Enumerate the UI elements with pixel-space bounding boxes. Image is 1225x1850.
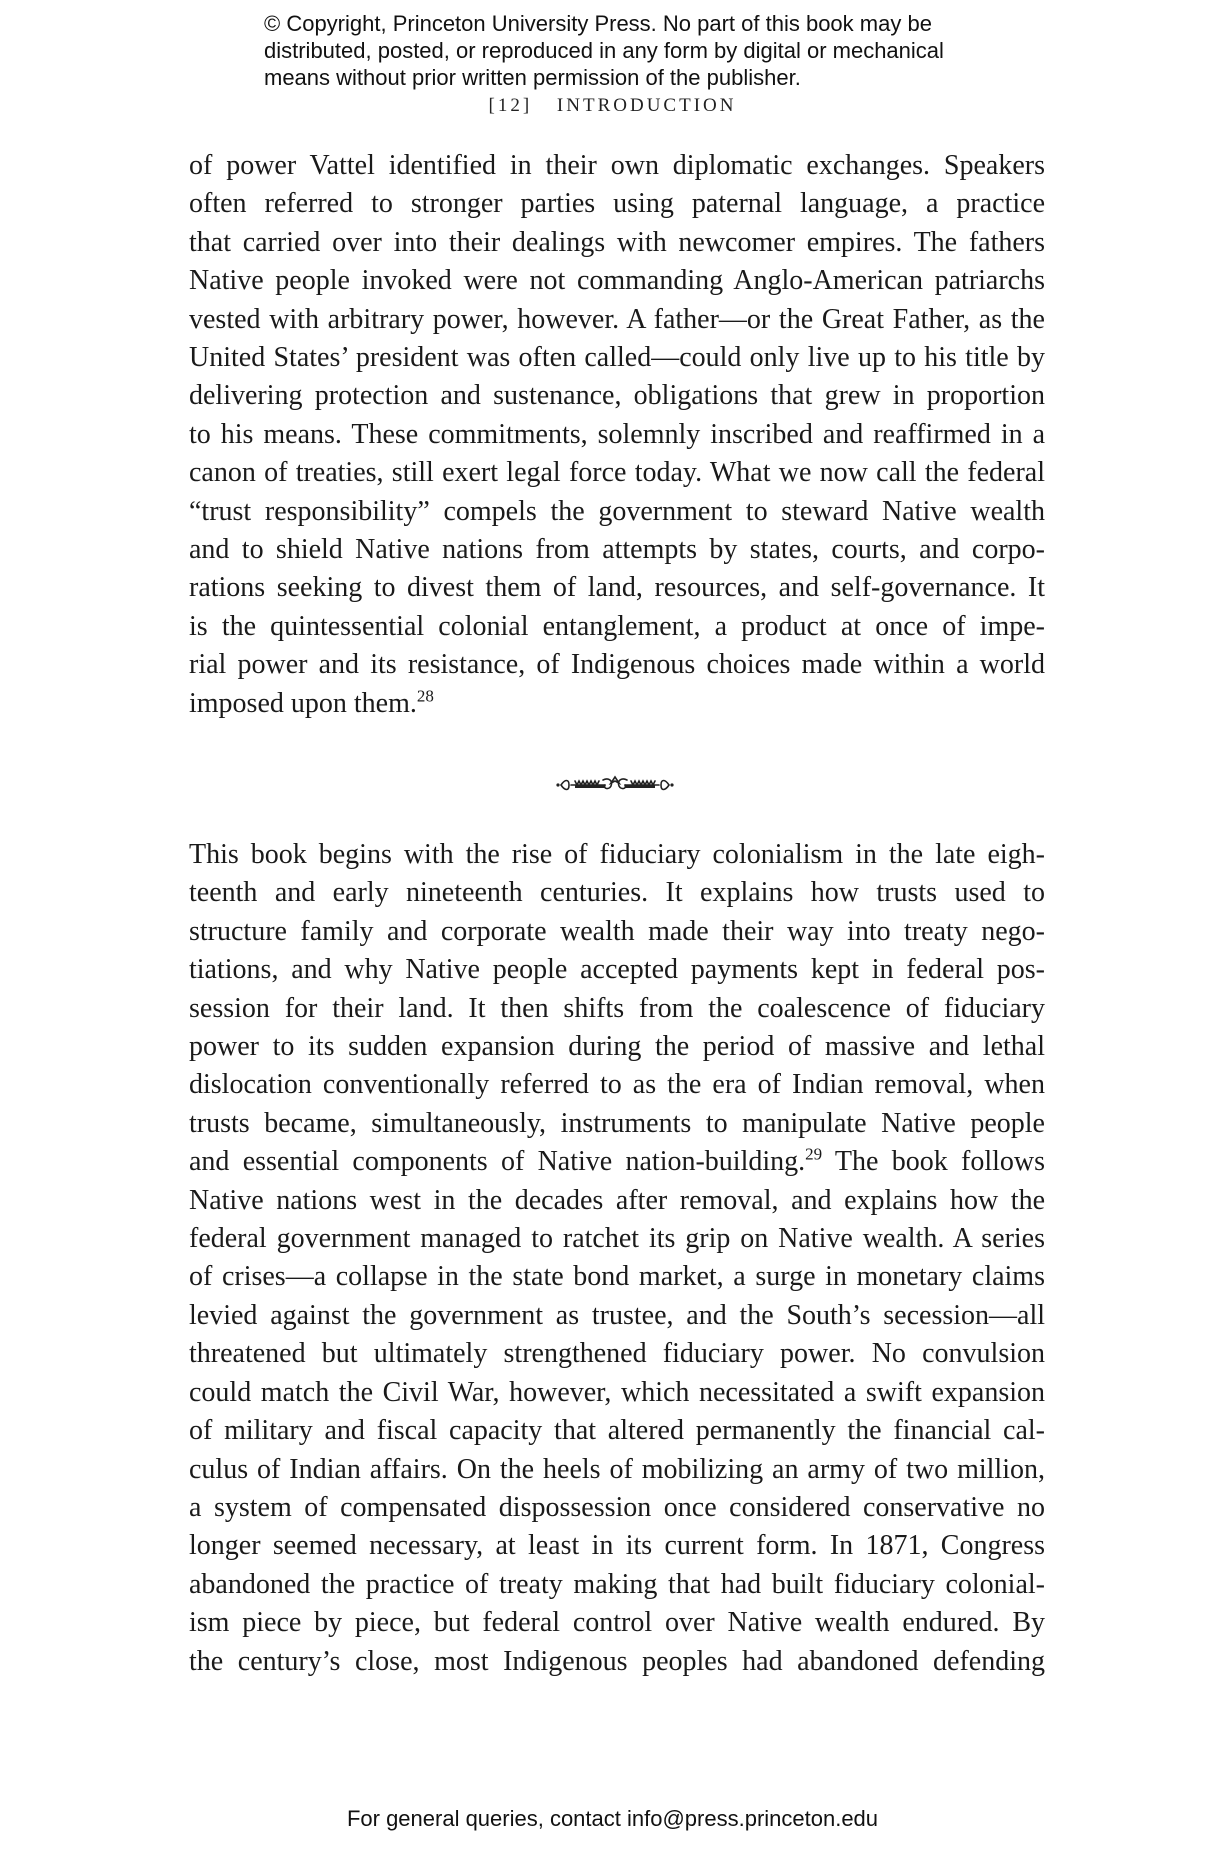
paragraph-2 bbox=[189, 836, 1045, 1681]
text-line-tail: The book follows bbox=[822, 1146, 1045, 1178]
footnote-ref-28[interactable]: 28 bbox=[416, 686, 434, 706]
text-line: abandoned the practice of treaty making that had built fiduciary colonial- bbox=[189, 1568, 1045, 1600]
text-line: often referred to stronger parties using paternal language, a practice bbox=[189, 188, 1045, 220]
text-line: trusts became, simultaneously, instruments to manipulate Native people bbox=[189, 1107, 1045, 1139]
text-line: a system of compensated dispossession once considered conservative no bbox=[189, 1491, 1045, 1523]
text-line: Native nations west in the decades after removal, and explains how the bbox=[189, 1184, 1045, 1216]
text-line: This book begins with the rise of fiduciary colonialism in the late eigh- bbox=[189, 839, 1045, 870]
copyright-notice: © Copyright, Princeton University Press. No part of this book may be distributed, posted, or reproduced in any form by digital or mechanical means without prior written permission of the publisher. bbox=[264, 11, 944, 90]
text-line: structure family and corporate wealth made their way into treaty nego- bbox=[189, 915, 1045, 947]
text-line: that carried over into their dealings with newcomer empires. The fathers bbox=[189, 226, 1045, 258]
footnote-ref-29[interactable]: 29 bbox=[805, 1144, 823, 1164]
text-line: is the quintessential colonial entanglement, a product at once of impe- bbox=[189, 610, 1045, 642]
text-line: threatened but ultimately strengthened fiduciary power. No convulsion bbox=[189, 1338, 1045, 1370]
text-line: rial power and its resistance, of Indigenous choices made within a world bbox=[189, 649, 1045, 681]
text-line: Native people invoked were not commanding Anglo-American patriarchs bbox=[189, 265, 1045, 297]
text-line: levied against the government as trustee, and the South’s secession—all bbox=[189, 1299, 1045, 1331]
text-line bbox=[189, 1143, 1045, 1181]
text-line-content: and essential components of Native nation-building. bbox=[189, 1146, 806, 1178]
page-number: [12] bbox=[488, 95, 533, 116]
text-line: to his means. These commitments, solemnly inscribed and reaffirmed in a bbox=[189, 418, 1045, 450]
text-line: dislocation conventionally referred to as the era of Indian removal, when bbox=[189, 1069, 1045, 1101]
text-line: United States’ president was often called—could only live up to his title by bbox=[189, 342, 1045, 374]
text-line: of power Vattel identified in their own diplomatic exchanges. Speakers bbox=[189, 150, 1045, 181]
text-line: federal government managed to ratchet its grip on Native wealth. A series bbox=[189, 1223, 1045, 1255]
text-line: longer seemed necessary, at least in its current form. In 1871, Congress bbox=[189, 1530, 1045, 1562]
text-line: rations seeking to divest them of land, resources, and self-governance. It bbox=[189, 572, 1045, 604]
text-line: of military and fiscal capacity that altered permanently the financial cal- bbox=[189, 1415, 1045, 1447]
text-line: the century’s close, most Indigenous peoples had abandoned defending bbox=[189, 1645, 1045, 1677]
text-line: “trust responsibility” compels the government to steward Native wealth bbox=[189, 495, 1045, 527]
paragraph-1 bbox=[189, 147, 1045, 723]
text-line: session for their land. It then shifts from the coalescence of fiduciary bbox=[189, 992, 1045, 1024]
text-line: and to shield Native nations from attempts by states, courts, and corpo- bbox=[189, 534, 1045, 566]
text-line: could match the Civil War, however, which necessitated a swift expansion bbox=[189, 1376, 1045, 1408]
text-line: power to its sudden expansion during the period of massive and lethal bbox=[189, 1031, 1045, 1063]
chapter-title: INTRODUCTION bbox=[556, 95, 737, 116]
text-line: tiations, and why Native people accepted payments kept in federal pos- bbox=[189, 954, 1045, 986]
section-break-ornament-icon bbox=[555, 771, 675, 799]
text-line: of crises—a collapse in the state bond market, a surge in monetary claims bbox=[189, 1261, 1045, 1293]
text-line: vested with arbitrary power, however. A father—or the Great Father, as the bbox=[189, 303, 1045, 335]
footer-contact: For general queries, contact info@press.princeton.edu bbox=[346, 1806, 879, 1831]
text-line: culus of Indian affairs. On the heels of mobilizing an army of two million, bbox=[189, 1453, 1045, 1485]
text-line: teenth and early nineteenth centuries. It explains how trusts used to bbox=[189, 877, 1045, 909]
text-line: canon of treaties, still exert legal force today. What we now call the federal bbox=[189, 457, 1045, 489]
text-line: delivering protection and sustenance, obligations that grew in proportion bbox=[189, 380, 1045, 412]
text-line bbox=[189, 685, 1045, 723]
text-line: ism piece by piece, but federal control over Native wealth endured. By bbox=[189, 1607, 1045, 1639]
text-line-content: imposed upon them. bbox=[189, 687, 417, 719]
running-head bbox=[0, 95, 1225, 117]
